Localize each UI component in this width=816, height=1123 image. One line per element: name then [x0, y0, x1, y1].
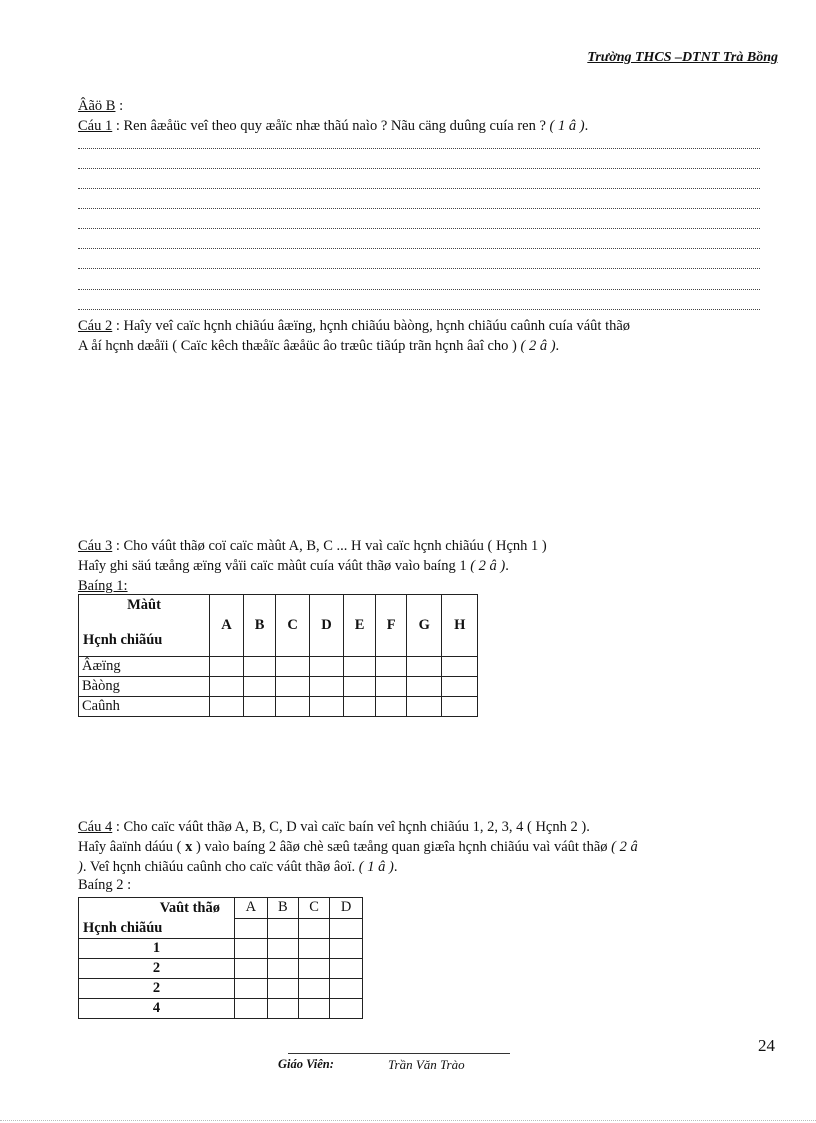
cell[interactable]: [298, 939, 329, 959]
question-4: [78, 817, 638, 893]
row-label: Bàòng: [79, 677, 210, 697]
row-label: 1: [79, 939, 235, 959]
col-header: G: [407, 595, 442, 657]
teacher-label: Giáo Viên:: [278, 1057, 334, 1071]
col-header: F: [376, 595, 407, 657]
table-row: [79, 959, 363, 979]
cell[interactable]: [376, 697, 407, 717]
corner-top: Màût: [127, 597, 161, 613]
cell[interactable]: [235, 939, 268, 959]
q2-points: ( 2 â ): [520, 338, 556, 354]
cell[interactable]: [298, 999, 329, 1019]
cell[interactable]: [442, 657, 478, 677]
cell[interactable]: [407, 657, 442, 677]
cell[interactable]: [267, 999, 298, 1019]
cell[interactable]: [330, 979, 363, 999]
q1-points: ( 1 â ): [549, 118, 585, 134]
cell[interactable]: [376, 657, 407, 677]
q4-end: .: [393, 859, 398, 875]
q4-line3a: ): [78, 859, 83, 875]
cell[interactable]: [298, 918, 329, 939]
cell[interactable]: [276, 657, 310, 677]
answer-line[interactable]: [78, 168, 760, 169]
cell[interactable]: [310, 657, 344, 677]
q2-label: Cáu 2: [78, 318, 113, 334]
q4-line1: : Cho caïc váût thãø A, B, C, D vaì caïc baín veî hçnh chiãúu 1, 2, 3, 4 ( Hçnh 2 ).: [112, 819, 590, 835]
table-2: [78, 897, 363, 1019]
row-label: 2: [79, 979, 235, 999]
cell[interactable]: [210, 697, 244, 717]
cell[interactable]: [376, 677, 407, 697]
cell[interactable]: [343, 677, 375, 697]
q3-end: .: [505, 558, 509, 574]
col-header: C: [298, 898, 329, 919]
cell[interactable]: [243, 657, 275, 677]
cell[interactable]: [407, 697, 442, 717]
cell[interactable]: [210, 657, 244, 677]
question-2: [78, 316, 778, 356]
answer-line[interactable]: [78, 148, 760, 149]
cell[interactable]: [343, 697, 375, 717]
q4-label: Cáu 4: [78, 819, 113, 835]
table-row: [79, 999, 363, 1019]
q4-line3: . Veî hçnh chiãúu caûnh cho caïc váût thãø âoï.: [82, 859, 359, 875]
corner-top: Vaût thãø: [159, 900, 220, 916]
q1-end: .: [584, 118, 589, 134]
table-row: [79, 657, 478, 677]
q3-points: ( 2 â ): [470, 558, 506, 574]
cell[interactable]: [210, 677, 244, 697]
col-header: B: [243, 595, 275, 657]
cell[interactable]: [235, 918, 268, 939]
table-row: [79, 697, 478, 717]
q3-line2: Haîy ghi säú tæång æïng våïi caïc màût cuía váût thãø vaìo baíng 1: [78, 558, 471, 574]
section-title: [78, 96, 123, 116]
cell[interactable]: [330, 999, 363, 1019]
question-1: [78, 116, 588, 136]
cell[interactable]: [243, 697, 275, 717]
cell[interactable]: [330, 959, 363, 979]
q2-line1: : Haîy veî caïc hçnh chiãúu âæïng, hçnh chiãúu bàòng, hçnh chiãúu caûnh cuía váût thãø: [112, 318, 631, 334]
cell[interactable]: [442, 677, 478, 697]
table-row: [79, 979, 363, 999]
cell[interactable]: [310, 697, 344, 717]
col-header: D: [330, 898, 363, 919]
cell[interactable]: [235, 979, 268, 999]
col-header: H: [442, 595, 478, 657]
table-2-caption: Baíng 2 :: [78, 877, 132, 893]
q4-line2b: ) vaìo baíng 2 âãø chè sæû tæång quan giæîa hçnh chiãúu vaì váût thãø: [192, 839, 612, 855]
page-boundary: [0, 1120, 816, 1121]
col-header: A: [210, 595, 244, 657]
col-header: A: [235, 898, 268, 919]
cell[interactable]: [267, 959, 298, 979]
col-header: D: [310, 595, 344, 657]
cell[interactable]: [330, 939, 363, 959]
answer-line[interactable]: [78, 188, 760, 189]
q4-points1: ( 2 â: [611, 839, 638, 855]
q1-text: : Ren âæåüc veî theo quy æåïc nhæ thãú naìo ? Nãu cäng duûng cuía ren ?: [112, 118, 550, 134]
school-header: Trường THCS –DTNT Trà Bồng: [587, 50, 778, 65]
section-colon: :: [115, 98, 124, 114]
cell[interactable]: [235, 999, 268, 1019]
cell[interactable]: [298, 959, 329, 979]
cell[interactable]: [310, 677, 344, 697]
answer-line[interactable]: [78, 208, 760, 209]
corner-bottom: Hçnh chiãúu: [83, 920, 163, 936]
q2-end: .: [555, 338, 560, 354]
cell[interactable]: [298, 979, 329, 999]
col-header: B: [267, 898, 298, 919]
q4-line2: Haîy âaïnh dáúu (: [78, 839, 186, 855]
cell[interactable]: [267, 918, 298, 939]
table-row: [79, 677, 478, 697]
q2-line2: A åí hçnh dæåïi ( Caïc kêch thæåïc âæåüc âo træûc tiãúp trãn hçnh âaî cho ): [78, 338, 521, 354]
cell[interactable]: [267, 979, 298, 999]
corner-bottom: Hçnh chiãúu: [83, 632, 163, 648]
q3-label: Cáu 3: [78, 538, 113, 554]
cell[interactable]: [267, 939, 298, 959]
answer-line[interactable]: [78, 228, 760, 229]
footer-divider: [288, 1053, 510, 1054]
answer-line[interactable]: [78, 268, 760, 269]
q4-mark: x: [185, 839, 193, 855]
row-label: 4: [79, 999, 235, 1019]
page-number: 24: [758, 1036, 775, 1055]
col-header: C: [276, 595, 310, 657]
table-2-corner: [79, 898, 235, 939]
table-1-caption: Baíng 1:: [78, 578, 128, 594]
row-label: 2: [79, 959, 235, 979]
answer-line[interactable]: [78, 289, 760, 290]
cell[interactable]: [442, 697, 478, 717]
table-1: [78, 594, 478, 717]
cell[interactable]: [235, 959, 268, 979]
question-3: [78, 536, 547, 596]
q4-points2: ( 1 â ): [358, 859, 394, 875]
section-title-text: Âãö B: [78, 98, 116, 114]
cell[interactable]: [243, 677, 275, 697]
q1-label: Cáu 1: [78, 118, 113, 134]
cell[interactable]: [276, 697, 310, 717]
cell[interactable]: [276, 677, 310, 697]
answer-line[interactable]: [78, 248, 760, 249]
teacher-name: Trần Văn Trào: [388, 1057, 465, 1072]
col-header: E: [343, 595, 375, 657]
answer-line[interactable]: [78, 309, 760, 310]
row-label: Âæïng: [79, 657, 210, 677]
table-1-corner: [79, 595, 210, 657]
cell[interactable]: [330, 918, 363, 939]
q3-line1: : Cho váût thãø coï caïc màût A, B, C ... H vaì caïc hçnh chiãúu ( Hçnh 1 ): [112, 538, 547, 554]
cell[interactable]: [343, 657, 375, 677]
row-label: Caûnh: [79, 697, 210, 717]
table-row: [79, 939, 363, 959]
cell[interactable]: [407, 677, 442, 697]
